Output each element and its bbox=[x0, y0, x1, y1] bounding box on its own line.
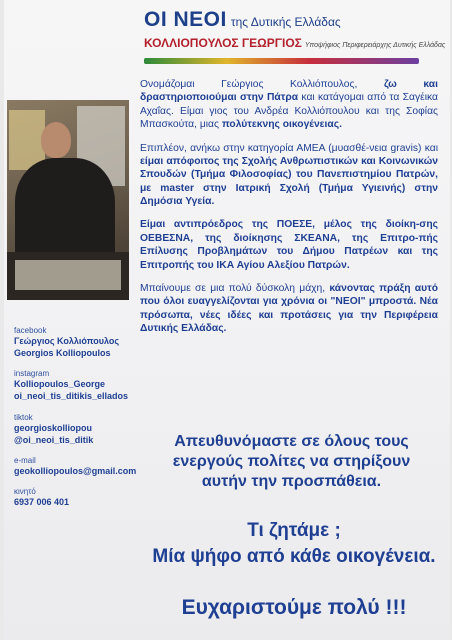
phone-label: κινητό bbox=[14, 486, 36, 496]
candidate-role: Υποψήφιος Περιφερειάρχης Δυτικής Ελλάδας bbox=[304, 42, 446, 49]
email-address: geokolliopoulos@gmail.com bbox=[14, 465, 137, 476]
flyer-header bbox=[144, 8, 444, 52]
bio-p4-a: Μπαίνουμε σε μια πολύ δύσκολη μάχη, bbox=[140, 282, 330, 294]
ask-question: Τι ζητάμε ; bbox=[247, 520, 341, 541]
tiktok-handle-1: georgioskolliopou bbox=[14, 422, 92, 433]
ask-block bbox=[144, 518, 444, 569]
email-label: e-mail bbox=[14, 455, 36, 465]
bio-text bbox=[140, 78, 438, 345]
bio-p1-c: και κατάγομαι από τα Σαγέικα Αχαΐας. Είμαι γιος του Ανδρέα Κολλιόπουλου και της Σοφίας Μπασκούτα, μιας bbox=[140, 92, 438, 131]
instagram-label: instagram bbox=[14, 369, 50, 379]
instagram-handle-1: Kolliopoulos_George bbox=[14, 379, 106, 390]
brand-line bbox=[144, 8, 444, 32]
bio-p2-a: Επιπλέον, ανήκω στην κατηγορία ΑΜΕΑ (μυασθέ-νεια gravis) και bbox=[140, 142, 438, 154]
tiktok-handle-2: @oi_neoi_tis_ditik bbox=[14, 434, 94, 445]
bio-paragraph-4 bbox=[140, 282, 438, 336]
bio-p1-b: ζω και δραστηριοποιούμαι στην Πάτρα bbox=[140, 79, 438, 104]
bio-paragraph-2 bbox=[140, 142, 438, 209]
bio-p3: Είμαι αντιπρόεδρος της ΠΟΕΣΕ, μέλος της διοίκη-σης ΟΕΒΕΣΝΑ, της διοίκησης ΣΚΕΑΝΑ, της Επιτρο-πής Επίλυσης Προβλημάτων του Δήμου Πατρέων και της Επιτροπής του ΙΚΑ Αγίου Αλεξίου Πατρών. bbox=[140, 219, 438, 271]
color-stripe bbox=[144, 58, 419, 64]
bio-p1-d: πολύτεκνης οικογένειας. bbox=[221, 119, 342, 131]
bio-paragraph-3 bbox=[140, 218, 438, 272]
facebook-name-greek: Γεώργιος Κολλιόπουλος bbox=[14, 336, 120, 346]
bio-paragraph-1 bbox=[140, 78, 438, 132]
tiktok-label: tiktok bbox=[14, 412, 33, 422]
flyer-sheet bbox=[4, 0, 450, 640]
instagram-handle-2: oi_neoi_tis_ditikis_ellados bbox=[14, 391, 129, 402]
candidate-photo bbox=[7, 100, 129, 300]
contact-block bbox=[14, 326, 142, 508]
thanks-text: Ευχαριστούμε πολύ !!! bbox=[181, 596, 407, 619]
phone-number: 6937 006 401 bbox=[14, 496, 70, 507]
brand-title: ΟΙ ΝΕΟΙ bbox=[144, 8, 227, 31]
bio-p1-a: Ονομάζομαι Γεώργιος Κολλιόπουλος, bbox=[140, 79, 384, 90]
bio-p4-b: κάνοντας πράξη αυτό που όλοι ευαγγελίζονται για χρόνια οι "ΝΕΟΙ" μπροστά. Νέα πρόσωπα, νέες ιδέες και προτάσεις για την Περιφέρεια Δυτικής Ελλάδας. bbox=[140, 282, 438, 334]
photo-podium-plaque bbox=[15, 260, 121, 290]
facebook-label: facebook bbox=[14, 326, 47, 335]
facebook-name-latin: Georgios Kolliopoulos bbox=[14, 348, 111, 359]
ask-answer: Μία ψήφο από κάθε οικογένεια. bbox=[152, 545, 436, 567]
candidate-name: ΚΟΛΛΙΟΠΟΥΛΟΣ ΓΕΩΡΓΙΟΣ bbox=[144, 36, 302, 50]
brand-subtitle: της Δυτικής Ελλάδας bbox=[230, 15, 341, 29]
bio-p2-b: είμαι απόφοιτος της Σχολής Ανθρωπιστικών και Κοινωνικών Σπουδών (Τμήμα Φιλοσοφίας) του Πανεπιστημίου Πατρών, με master στην Ιατρική Σχολή (Τμήμα Υγιεινής) στην Δημόσια Υγεία. bbox=[140, 155, 438, 207]
appeal-text: Απευθυνόμαστε σε όλους τους ενεργούς πολίτες να στηρίξουν αυτήν την προσπάθεια. bbox=[172, 433, 411, 490]
candidate-line bbox=[144, 34, 444, 52]
photo-speaker-head bbox=[41, 122, 71, 158]
